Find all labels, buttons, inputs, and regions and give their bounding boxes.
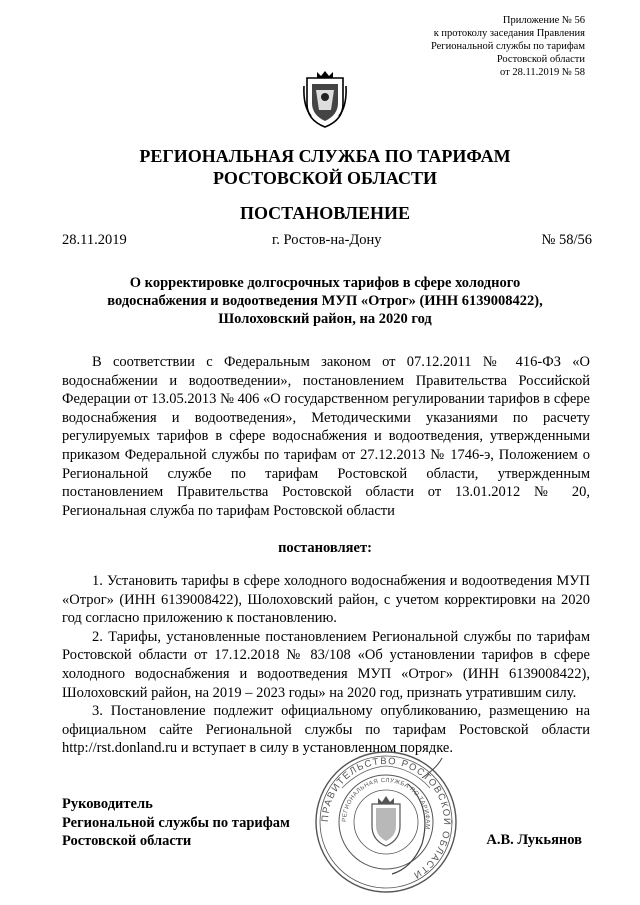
preamble-paragraph: В соответствии с Федеральным законом от 07.12.2011 № 416-ФЗ «О водоснабжении и водоотведении», постановлением Правительства Российской Федерации от 13.05.2013 № 406 «О государственном регулировании тарифов в сфере водоснабжения и водоотведения», Методическими указаниями по расчету регулируемых тарифов в сфере водоснабжения и водоотведения, утвержденными приказом Федеральной службы по тарифам от 27.12.2013 № 1746-э, Положением о Региональной службе по тарифам Ростовской области, утвержденным постановлением Правительства Ростовской области от 13.01.2012 № 20, Региональная служба по тарифам Ростовской области: [62, 354, 590, 519]
appendix-line: Региональной службы по тарифам: [430, 41, 585, 52]
signatory-name: А.В. Лукьянов: [486, 832, 582, 848]
signatory-line: Ростовской области: [62, 833, 192, 850]
coat-of-arms-icon: [303, 70, 347, 130]
seal-inner-text: РЕГИОНАЛЬНАЯ СЛУЖБА ПО ТАРИФАМ: [341, 777, 431, 830]
document-city: г. Ростов-на-Дону: [272, 232, 382, 248]
seal-outer-text: ПРАВИТЕЛЬСТВО РОСТОВСКОЙ ОБЛАСТИ: [319, 755, 453, 881]
appendix-note: [325, 14, 585, 79]
decree-item: 1. Установить тарифы в сфере холодного водоснабжения и водоотведения МУП «Отрог» (ИНН 6139008422), Шолоховский район, с учетом корректировки на 2020 год согласно приложению к постановлению.: [62, 573, 590, 627]
decree-items: [62, 572, 590, 758]
appendix-line: Ростовской области: [496, 54, 585, 65]
org-line: РЕГИОНАЛЬНАЯ СЛУЖБА ПО ТАРИФАМ: [139, 146, 511, 166]
appendix-line: к протоколу заседания Правления: [433, 28, 585, 39]
org-line: РОСТОВСКОЙ ОБЛАСТИ: [213, 168, 437, 188]
document-number: № 58/56: [541, 232, 592, 248]
document-subject: [70, 274, 580, 328]
appendix-line: от 28.11.2019 № 58: [500, 67, 585, 78]
decree-item: 2. Тарифы, установленные постановлением Региональной службы по тарифам Ростовской области от 17.12.2018 № 83/108 «Об установлении тарифов в сфере холодного водоснабжения и водоотведения МУП «Отрог» (ИНН 6139008422), Шолоховский район, на 2019 – 2023 годы» на 2020 год, признать утратившим силу.: [62, 628, 590, 701]
signatory-line: Региональной службы по тарифам: [62, 814, 290, 831]
subject-line: О корректировке долгосрочных тарифов в сфере холодного: [129, 275, 521, 291]
signatory-line: Руководитель: [62, 796, 153, 812]
document-type: ПОСТАНОВЛЕНИЕ: [239, 203, 411, 223]
seal-text: [312, 748, 460, 896]
document-meta: [62, 232, 592, 250]
appendix-line: Приложение № 56: [502, 15, 585, 26]
signatory-title: [62, 795, 290, 851]
decree-item: 3. Постановление подлежит официальному опубликованию, размещению на официальном сайте Региональной службы по тарифам Ростовской области http://rst.donland.ru и вступает в силу в установленном порядке.: [62, 703, 590, 757]
subject-line: Шолоховский район, на 2020 год: [218, 311, 432, 327]
subject-line: водоснабжения и водоотведения МУП «Отрог» (ИНН 6139008422),: [107, 293, 543, 309]
organization-title: [60, 145, 590, 189]
resolves-heading: постановляет:: [278, 540, 372, 556]
document-date: 28.11.2019: [62, 232, 127, 248]
